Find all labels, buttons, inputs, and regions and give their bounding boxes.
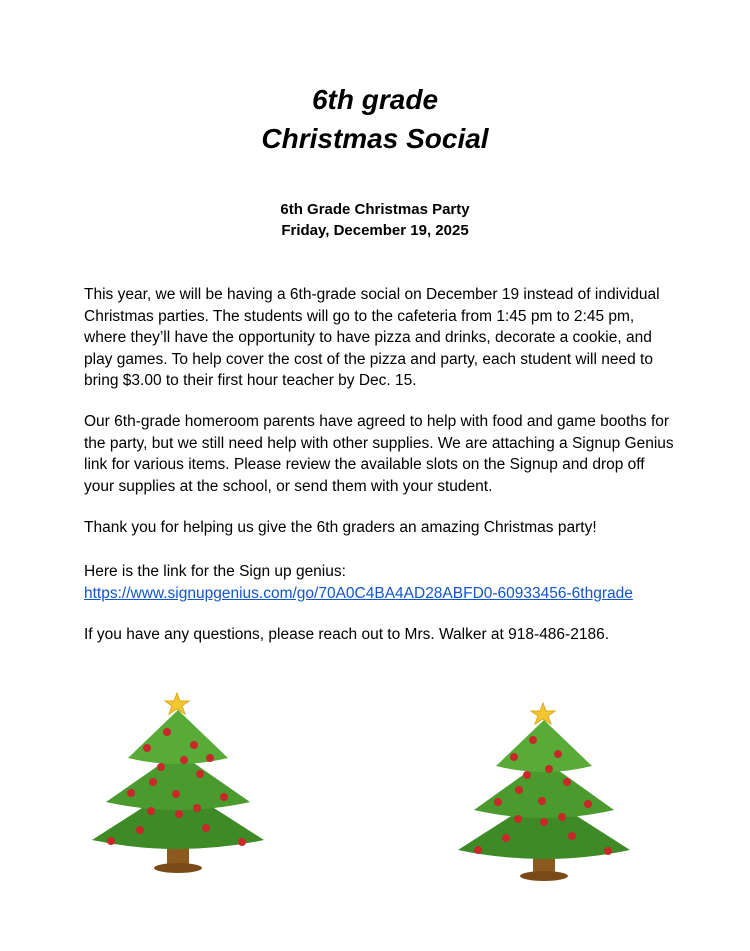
tree-foliage	[458, 720, 630, 859]
tree-star-icon	[165, 693, 189, 714]
christmas-tree-icon	[88, 690, 268, 875]
christmas-tree-icon	[454, 700, 634, 885]
intro-paragraph: This year, we will be having a 6th-grade social on December 19 instead of individual Christmas parties. The students will go to the cafeteria from 1:45 pm to 2:45 pm, where they’ll have the opportunity to have pizza and drinks, decorate a cookie, and play games. To help cover the cost of the pizza and party, each student will need to bring $3.00 to their first hour teacher by Dec. 15.	[84, 286, 660, 389]
page-title-line2: Christmas Social	[261, 123, 489, 154]
thanks-paragraph: Thank you for helping us give the 6th graders an amazing Christmas party!	[84, 519, 597, 536]
tree-foliage	[92, 710, 264, 849]
tree-star-icon	[531, 703, 555, 724]
event-date: Friday, December 19, 2025	[281, 222, 469, 239]
event-name: 6th Grade Christmas Party	[280, 201, 470, 218]
link-intro-text: Here is the link for the Sign up genius:	[84, 563, 346, 580]
signup-genius-link[interactable]: https://www.signupgenius.com/go/70A0C4BA4AD28ABFD0-60933456-6thgrade	[84, 584, 633, 602]
contact-paragraph: If you have any questions, please reach out to Mrs. Walker at 918-486-2186.	[84, 626, 610, 643]
link-paragraph	[84, 561, 674, 604]
supplies-paragraph: Our 6th-grade homeroom parents have agreed to help with food and game booths for the party, but we still need help with other supplies. We are attaching a Signup Genius link for various items. Please review the available slots on the Signup and drop off your supplies at the school, or send them with your student.	[84, 413, 674, 495]
page-title-line1: 6th grade	[311, 84, 439, 115]
